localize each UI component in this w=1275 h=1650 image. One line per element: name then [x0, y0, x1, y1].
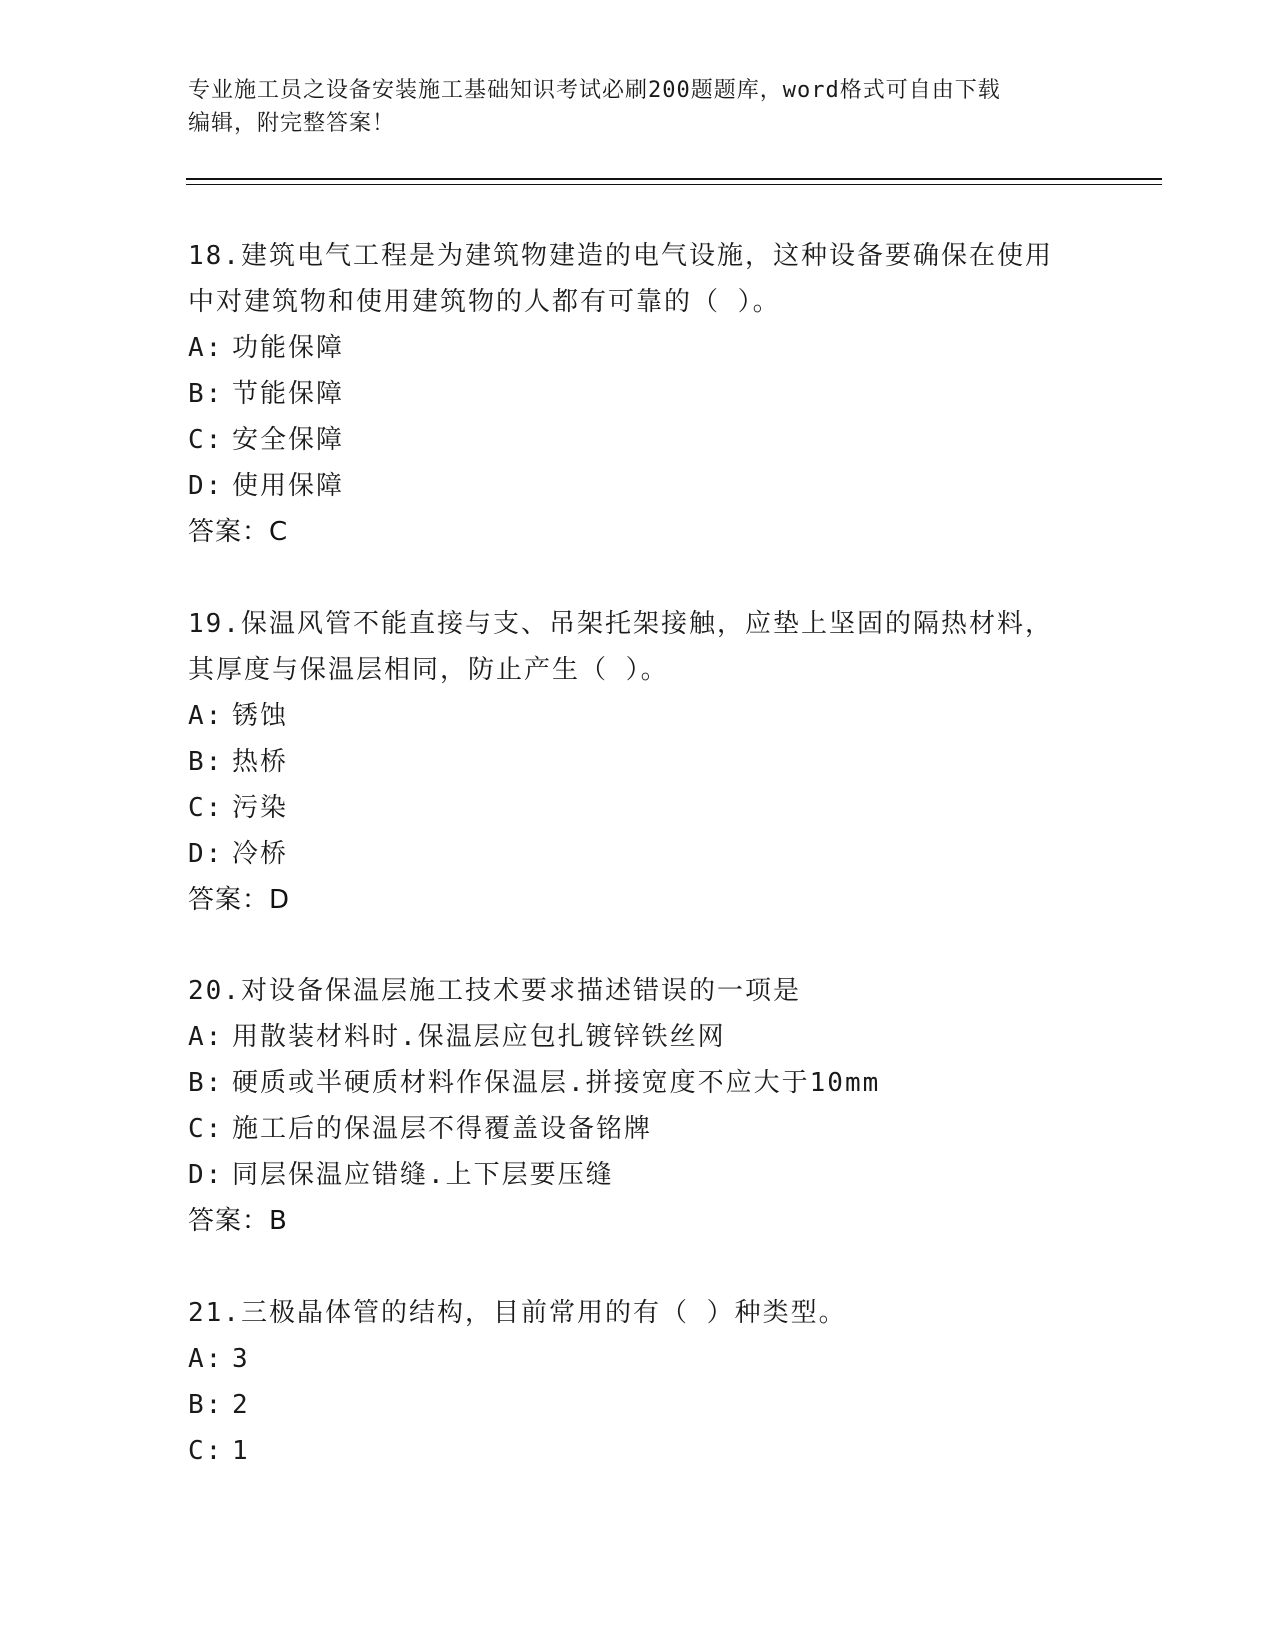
header-divider-thick: [186, 178, 1162, 180]
option-letter: A:: [188, 1344, 224, 1374]
question-19: [188, 601, 1088, 923]
answer: 答案：B: [188, 1206, 288, 1236]
option-d: [188, 831, 1088, 877]
option-a: [188, 1014, 1088, 1060]
option-text: 功能保障: [232, 333, 345, 363]
option-c: [188, 417, 1088, 463]
option-text: 同层保温应错缝.上下层要压缝: [232, 1160, 614, 1190]
document-header: [188, 74, 1088, 140]
answer: 答案：D: [188, 885, 291, 915]
option-text: 锈蚀: [232, 701, 289, 731]
option-text: 使用保障: [232, 471, 345, 501]
option-text: 污染: [232, 793, 289, 823]
option-c: [188, 1428, 1088, 1474]
header-line-2: 编辑，附完整答案！: [188, 111, 396, 136]
option-letter: C:: [188, 1436, 224, 1466]
option-b: [188, 1382, 1088, 1428]
question-20: [188, 968, 1088, 1244]
option-a: [188, 1336, 1088, 1382]
option-letter: C:: [188, 793, 224, 823]
option-letter: B:: [188, 1390, 224, 1420]
option-text: 硬质或半硬质材料作保温层.拼接宽度不应大于10mm: [232, 1068, 881, 1098]
option-text: 1: [232, 1436, 250, 1466]
option-d: [188, 463, 1088, 509]
option-letter: C:: [188, 1114, 224, 1144]
option-letter: A:: [188, 333, 224, 363]
option-letter: B:: [188, 1068, 224, 1098]
header-line-1: 专业施工员之设备安装施工基础知识考试必刷200题题库，word格式可自由下载: [188, 78, 1001, 103]
option-c: [188, 1106, 1088, 1152]
option-letter: D:: [188, 839, 224, 869]
option-letter: D:: [188, 471, 224, 501]
option-d: [188, 1152, 1088, 1198]
option-a: [188, 325, 1088, 371]
question-text-line-2: 其厚度与保温层相同，防止产生（ ）。: [188, 655, 669, 685]
option-b: [188, 1060, 1088, 1106]
question-text-line-1: 20.对设备保温层施工技术要求描述错误的一项是: [188, 976, 801, 1006]
option-letter: C:: [188, 425, 224, 455]
option-text: 冷桥: [232, 839, 289, 869]
option-text: 2: [232, 1390, 250, 1420]
option-letter: A:: [188, 701, 224, 731]
answer: 答案：C: [188, 517, 289, 547]
question-21: [188, 1290, 1088, 1474]
question-text-line-1: 18.建筑电气工程是为建筑物建造的电气设施，这种设备要确保在使用: [188, 241, 1053, 271]
option-text: 节能保障: [232, 379, 345, 409]
option-text: 3: [232, 1344, 250, 1374]
question-text-line-1: 21.三极晶体管的结构，目前常用的有（ ）种类型。: [188, 1298, 847, 1328]
question-text-line-2: 中对建筑物和使用建筑物的人都有可靠的（ ）。: [188, 287, 781, 317]
question-text-line-1: 19.保温风管不能直接与支、吊架托架接触，应垫上坚固的隔热材料，: [188, 609, 1053, 639]
option-a: [188, 693, 1088, 739]
header-divider-thin: [186, 184, 1162, 185]
option-text: 安全保障: [232, 425, 345, 455]
option-letter: B:: [188, 379, 224, 409]
option-letter: A:: [188, 1022, 224, 1052]
option-text: 施工后的保温层不得覆盖设备铭牌: [232, 1114, 653, 1144]
option-text: 热桥: [232, 747, 289, 777]
option-letter: B:: [188, 747, 224, 777]
option-text: 用散装材料时.保温层应包扎镀锌铁丝网: [232, 1022, 726, 1052]
option-c: [188, 785, 1088, 831]
question-18: [188, 233, 1088, 555]
option-b: [188, 371, 1088, 417]
option-b: [188, 739, 1088, 785]
option-letter: D:: [188, 1160, 224, 1190]
